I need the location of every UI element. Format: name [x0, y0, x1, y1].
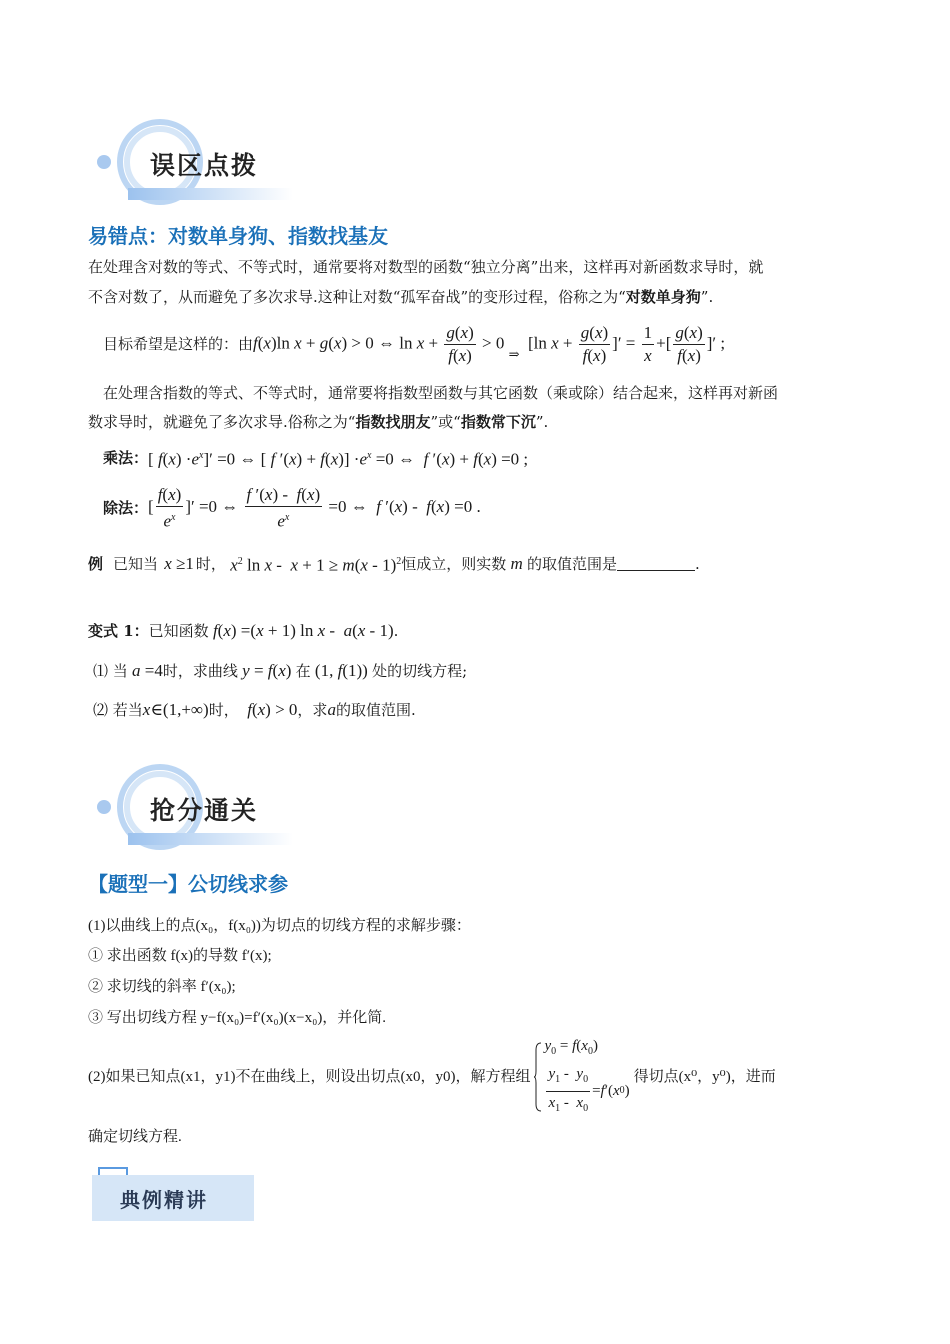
para1-line1: 在处理含对数的等式、不等式时，通常要将对数型的函数“独立分离”出来，这样再对新函数求导时，就 [88, 258, 764, 276]
step-2: ① 求出函数 f(x)的导数 f′(x); [88, 948, 272, 964]
brace-icon [534, 1042, 542, 1112]
mult-line: 乘法： [ $f(x) \cdot e^x]' =0$ ⇔ [ f $'(x) + f(x)] \cdot e^x =0$ ⇔ f ′(x) + f(x) =0 ; [103, 446, 528, 470]
div-formula: [ $\frac{f(x)}{e^x}$ ]′ =0 ⇔ $\frac{f '(x) - f(x)}{e^x}$ =0 ⇔ f ′(x) - f(x) =0 . [148, 484, 481, 531]
section-banner-3 [92, 1167, 254, 1223]
example-line: 例 已知当 x ≥1 时， $x^2$ ln x - x + 1 ≥ m(x - 1)$^2$ 恒成立，则实数 m 的取值范围是 . [88, 553, 700, 575]
step-6: 确定切线方程. [88, 1129, 182, 1145]
section-title-1: 误区点拨 [150, 151, 259, 180]
para1-line2: 不含对数了，从而避免了多次求导.这种让对数“孤军奋战”的变形过程，俗称之为“对数单身狗”. [88, 288, 714, 306]
step-5: (2)如果已知点(x1，y1)不在曲线上，则设出切点(x0，y0)，解方程组 $y_0 = f(x_0)$ $\frac{y_1 - y_0}{x_1 - x_0}$ = f ′( x 0 ) 得切点(x⁰，y⁰)，进而 [88, 1040, 776, 1114]
answer-blank[interactable] [617, 556, 695, 571]
step-1: (1)以曲线上的点(x₀，f(x₀))为切点的切线方程的求解步骤： [88, 918, 471, 934]
section-banner-2 [88, 763, 293, 853]
step-3: ② 求切线的斜率 f′(x₀); [88, 979, 236, 995]
section-banner-1 [88, 118, 293, 208]
variant-q1: ⑴ 当 a =4 时，求曲线 y = f(x) 在 (1, f(1)) 处的切线方程; [93, 661, 468, 680]
variant-q2: ⑵ 若当 x∈(1,+∞) 时， f(x) > 0 ，求 a 的取值范围. [93, 700, 416, 719]
variant-line: 变式 1： 已知函数 f(x) =(x + 1) ln x - a(x - 1) . [88, 621, 399, 640]
goal-formula: f(x)ln x + g(x) > 0 ⇔ ln x + $\frac{g(x)}{f(x)}$ > 0 $_\Rightarrow$ [ln x + $\frac{g(x)}{f(x)}$ ]′ = $\frac{1}{x}$ +[ $\frac{g(x)}{f(x)}$ ]′ ; [253, 322, 726, 365]
type-heading: 【题型一】公切线求参 [88, 872, 288, 896]
step-4: ③ 写出切线方程 y−f(x₀)=f′(x₀)(x−x₀)，并化简. [88, 1010, 387, 1026]
mult-formula: [ $f(x) \cdot e^x]' =0$ ⇔ [ f $'(x) + f(x)] \cdot e^x =0$ ⇔ f ′(x) + f(x) =0 ; [148, 449, 529, 469]
section-title-3: 典例精讲 [120, 1188, 208, 1212]
div-line: 除法： [ $\frac{f(x)}{e^x}$ ]′ =0 ⇔ $\frac{f '(x) - f(x)}{e^x}$ =0 ⇔ f ′(x) - f(x) =0 . [103, 484, 481, 531]
goal-line: 目标希望是这样的：由 f(x)ln x + g(x) > 0 ⇔ ln x + $\frac{g(x)}{f(x)}$ > 0 $_\Rightarrow$ [ln x + $\frac{g(x)}{f(x)}$ ]′ = $\frac{1}{x}$ +[ $\frac{g(x)}{f(x)}$ ]′ ; [103, 322, 726, 365]
error-heading: 易错点：对数单身狗、指数找基友 [88, 224, 388, 248]
equation-system: $y_0 = f(x_0)$ $\frac{y_1 - y_0}{x_1 - x_0}$ = f ′( x 0 ) [534, 1035, 629, 1120]
para2-line2: 数求导时，就避免了多次求导.俗称之为“指数找朋友”或“指数常下沉”. [88, 413, 549, 431]
section-title-2: 抢分通关 [150, 796, 259, 825]
para2-line1: 在处理含指数的等式、不等式时，通常要将指数型函数与其它函数（乘或除）结合起来，这样再对新函 [103, 384, 779, 402]
